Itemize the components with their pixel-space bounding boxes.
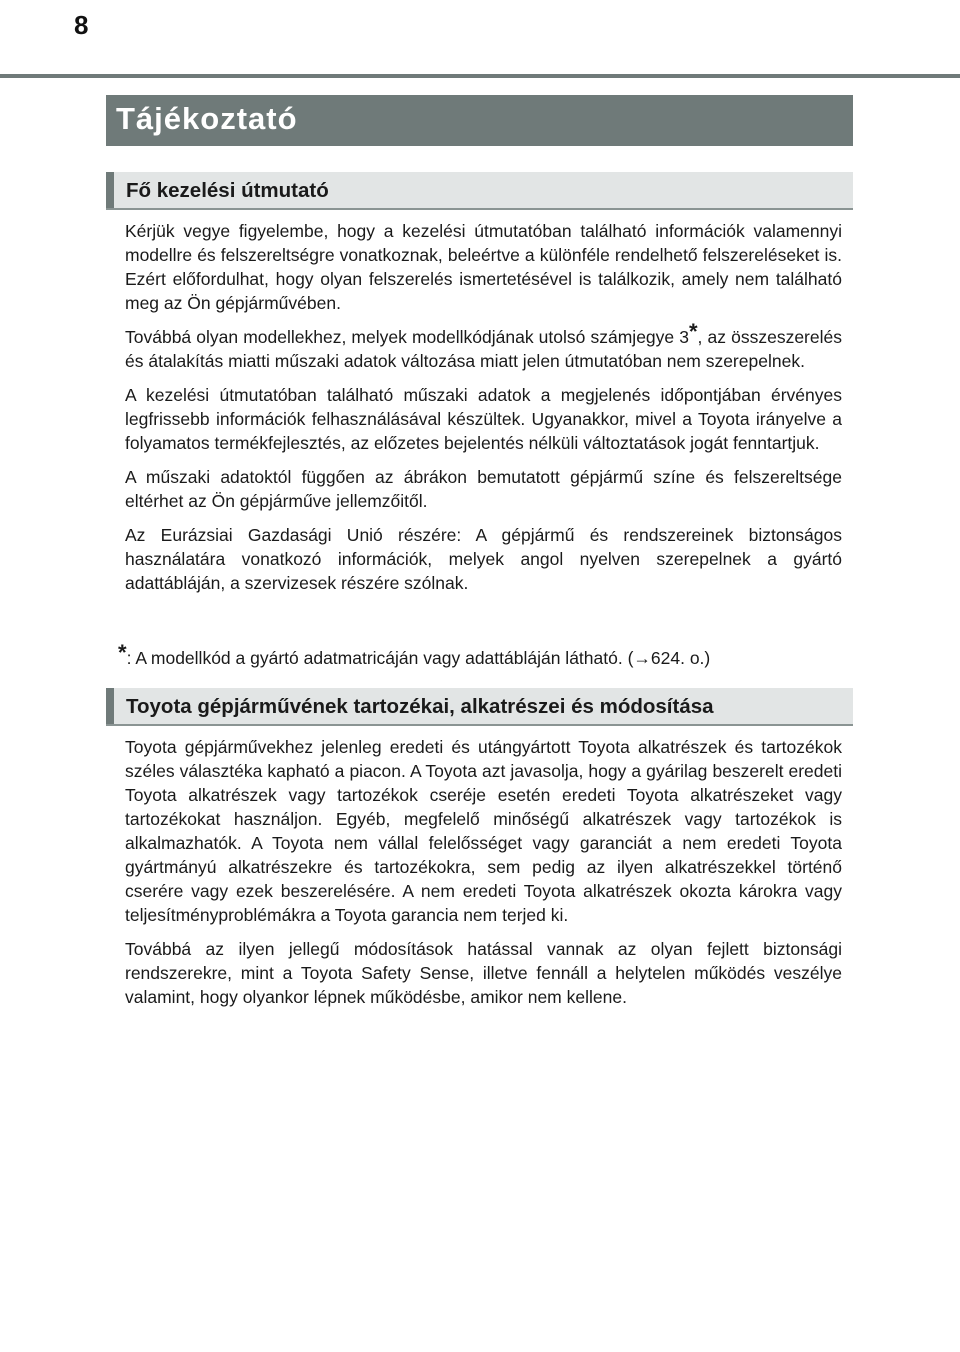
paragraph bbox=[125, 319, 842, 373]
section-body-accessories bbox=[125, 735, 842, 1019]
section-title: Toyota gépjárművének tartozékai, alkatrészei és módosítása bbox=[126, 695, 714, 718]
section-header-accessories bbox=[106, 688, 853, 726]
asterisk-marker: * bbox=[118, 640, 127, 665]
chapter-title: Tájékoztató bbox=[116, 101, 298, 136]
paragraph: A kezelési útmutatóban található műszaki adatok a megjelenés időpontjában érvényes legfrissebb információk felhasználásával készültek. Ugyanakkor, mivel a Toyota irányelve a folyamatos termékfejlesztés, az előzetes bejelentés nélküli változtatások jogát fenntartjuk. bbox=[125, 385, 842, 453]
asterisk-marker: * bbox=[688, 319, 698, 344]
paragraph: Toyota gépjárművekhez jelenleg eredeti és utángyártott Toyota alkatrészek és tartozékok széles választéka kapható a piacon. A Toyota azt javasolja, hogy a gyárilag beszerelt eredeti Toyota alkatrészek vagy tartozékok cseréje esetén eredeti Toyota alkatrészeket vagy tartozékokat használjon. Egyéb, megfelelő minőségű alkatrészek vagy tartozékok is alkalmazhatók. A Toyota nem vállal felelősséget vagy garanciát a nem eredeti Toyota gyártmányú alkatrészekre és tartozékokra, sem pedig az ilyen alkatrészekkel történő cserére vagy ezek beszerelésére. A nem eredeti Toyota alkatrészek okozta károkra vagy teljesítményproblémákra a Toyota garancia nem terjed ki. bbox=[125, 737, 842, 925]
page-reference: 624. o.) bbox=[650, 648, 711, 668]
paragraph-text: Továbbá olyan modellekhez, melyek modellkódjának utolsó számjegye 3 bbox=[125, 327, 689, 347]
paragraph: Kérjük vegye figyelembe, hogy a kezelési útmutatóban található információk valamennyi modellre és felszereltségre vonatkoznak, beleértve a különféle rendelhető felszereléseket is. Ezért előfordulhat, hogy olyan felszerelés ismertetésével is találkozik, amely nem található meg az Ön gépjárművében. bbox=[125, 221, 842, 313]
chapter-banner bbox=[106, 95, 853, 146]
footnote-text: : A modellkód a gyártó adatmatricáján vagy adattábláján látható. ( bbox=[126, 648, 634, 668]
arrow-icon: → bbox=[633, 648, 651, 668]
paragraph: Továbbá az ilyen jellegű módosítások hatással vannak az olyan fejlett biztonsági rendszerekre, mint a Toyota Safety Sense, illetve fennáll a helytelen működés veszélye valamint, hogy olyankor lépnek működésbe, amikor nem kellene. bbox=[125, 939, 842, 1007]
footnote bbox=[118, 640, 848, 670]
paragraph-text: , az összeszerelés és átalakítás miatti műszaki adatok változása miatt jelen útmutatóban nem szerepelnek. bbox=[125, 327, 842, 371]
page-number: 8 bbox=[74, 10, 89, 40]
paragraph: A műszaki adatoktól függően az ábrákon bemutatott gépjármű színe és felszereltsége eltérhet az Ön gépjárműve jellemzőitől. bbox=[125, 467, 842, 511]
section-header-bar bbox=[106, 172, 114, 208]
section-header-main-guide bbox=[106, 172, 853, 210]
paragraph: Az Eurázsiai Gazdasági Unió részére: A gépjármű és rendszereinek biztonságos használatára vonatkozó információk, melyek angol nyelven szerepelnek a gyártó adattábláján, a szervizesek részére szólnak. bbox=[125, 525, 842, 593]
section-header-bar bbox=[106, 688, 114, 724]
section-body-main-guide bbox=[125, 219, 842, 605]
section-title: Fő kezelési útmutató bbox=[126, 179, 329, 202]
top-rule bbox=[0, 74, 960, 78]
